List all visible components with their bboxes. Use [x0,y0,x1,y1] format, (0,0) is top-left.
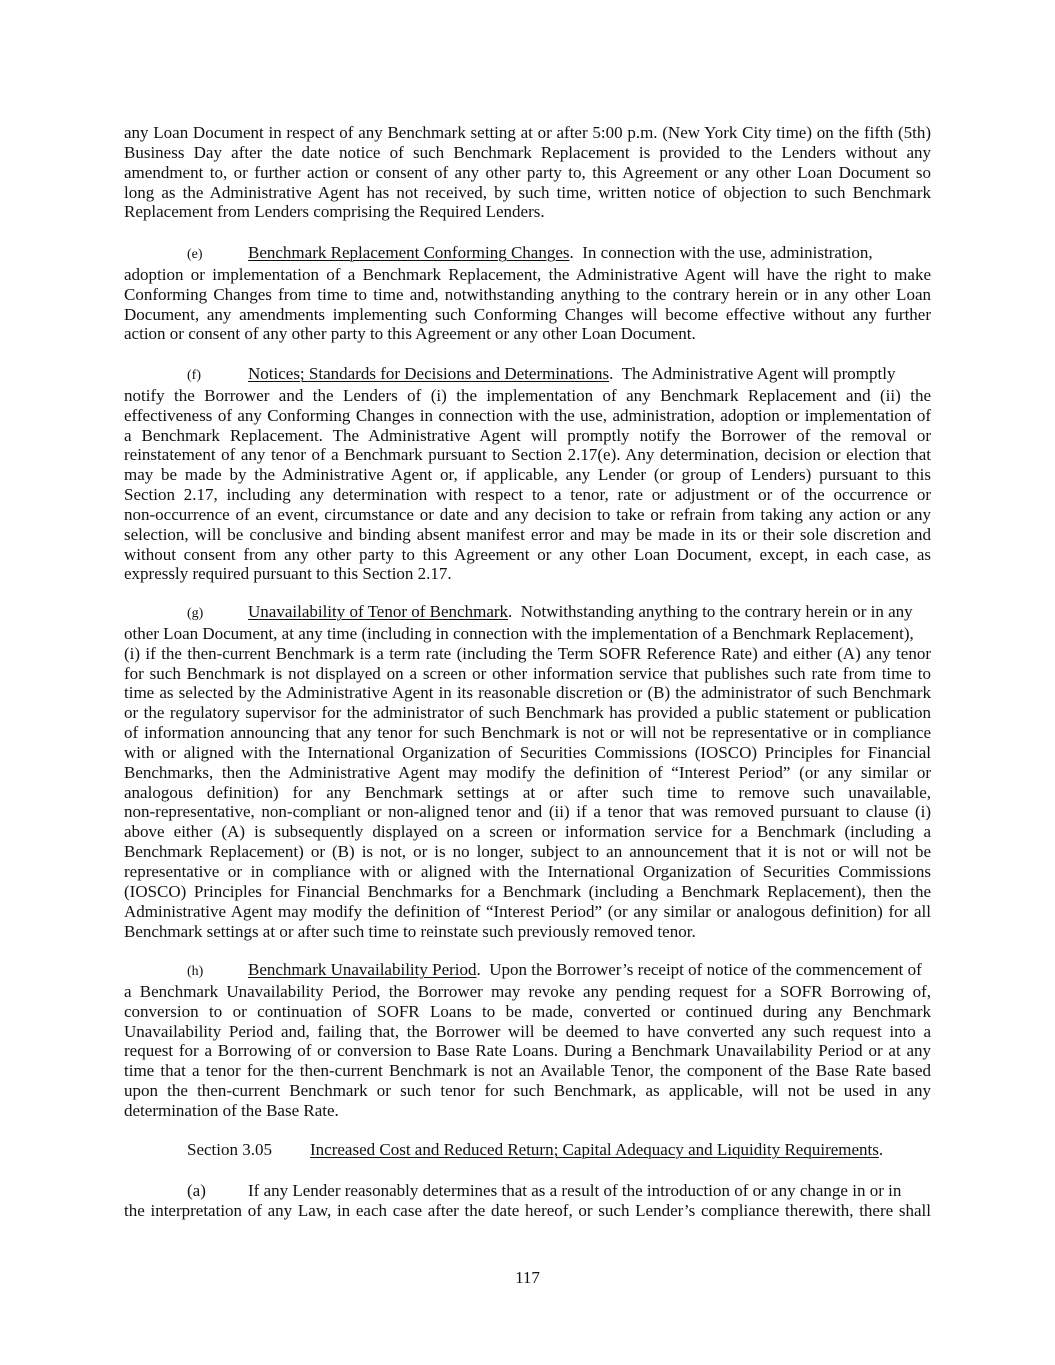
clause-f-first-line-text: . The Administrative Agent will promptly [609,364,896,383]
clause-h-line: a Benchmark Unavailability Period, the Borrower may revoke any pending request for a SOFR Borrowing of, [124,981,931,1001]
clause-g-line: (i) if the then-current Benchmark is a term rate (including the Term SOFR Reference Rate) and either (A) any tenor [124,643,931,663]
clause-h-first-line-text: . Upon the Borrower’s receipt of notice of the commencement of [476,960,922,979]
section-clause-a-first-line [124,1181,931,1201]
clause-g-line: Benchmarks, then the Administrative Agent may modify the definition of “Interest Period” (or any similar or [124,762,931,782]
section-title: Increased Cost and Reduced Return; Capital Adequacy and Liquidity Requirements [310,1140,879,1159]
clause-g-line: other Loan Document, at any time (including in connection with the implementation of a Benchmark Replacement), [124,623,914,643]
section-clause-a-paragraph [124,1181,931,1221]
clause-f-line: Section 2.17, including any determination with respect to a tenor, rate or adjustment or of the occurrence or [124,485,931,505]
clause-g-line: above either (A) is subsequently displayed on a screen or information service for a Benchmark (including a [124,822,931,842]
clause-g-line: representative or in compliance with or aligned with the International Organization of Securities Commissions [124,861,931,881]
clause-g-line: (IOSCO) Principles for Financial Benchmarks for a Benchmark (including a Benchmark Replacement), then the [124,881,931,901]
clause-f-paragraph [124,364,931,584]
clause-f-line: expressly required pursuant to this Section 2.17. [124,564,452,584]
clause-f-line: non-occurrence of an event, circumstance or date and any decision to take or refrain from taking any action or any [124,504,931,524]
clause-g-line: Benchmark Replacement) or (B) is not, or is no longer, subject to an announcement that it is not or will not be [124,842,931,862]
clause-g-line: analogous definition) for any Benchmark settings at or after such time to remove such unavailable, [124,782,931,802]
clause-h-first-line [124,960,931,982]
section-clause-a-first-line-text: If any Lender reasonably determines that as a result of the introduction of or any change in or in [248,1181,902,1200]
clause-g-line: or the regulatory supervisor for the administrator of such Benchmark has provided a public statement or publication [124,703,931,723]
page-number: 117 [515,1268,540,1287]
clause-e-line: action or consent of any other party to this Agreement or any other Loan Document. [124,324,696,344]
clause-f-first-line [124,364,931,386]
clause-g-line: time as selected by the Administrative Agent in its reasonable discretion or (B) the administrator of such Benchmark [124,683,931,703]
continuation-line: long as the Administrative Agent has not received, by such time, written notice of objection to such Benchmark [124,182,931,202]
clause-e-first-line [124,243,931,265]
clause-g-line: Benchmark settings at or after such time to reinstate such previously removed tenor. [124,921,696,941]
clause-f-line: a Benchmark Replacement. The Administrative Agent will promptly notify the Borrower of the removal or [124,425,931,445]
clause-e-paragraph [124,243,931,344]
clause-g-line: for such Benchmark is not displayed on a screen or other information service that publishes such rate from time to [124,663,931,683]
clause-g-line: non-representative, non-compliant or non-aligned tenor and (ii) if a tenor that was removed pursuant to clause (i) [124,802,931,822]
continuation-paragraph [124,123,931,222]
continuation-line: Business Day after the date notice of such Benchmark Replacement is provided to the Lenders without any [124,142,931,162]
clause-h-line: time that a tenor for the then-current Benchmark is not an Available Tenor, the component of the Base Rate based [124,1061,931,1081]
section-title-end: . [878,1140,884,1159]
clause-e-label: (e) [187,247,203,262]
clause-e-first-line-text: . In connection with the use, administration, [569,243,873,262]
clause-g-line: of information announcing that any tenor for such Benchmark is not or will not be representative or in compliance [124,723,931,743]
clause-e-line: adoption or implementation of a Benchmark Replacement, the Administrative Agent will have the right to make [124,264,931,284]
clause-h-line: request for a Borrowing of or conversion to Base Rate Loans. During a Benchmark Unavailability Period or at any [124,1041,931,1061]
clause-f-label: (f) [187,368,201,383]
clause-g-heading: Unavailability of Tenor of Benchmark [248,602,509,621]
clause-h-line: conversion to or continuation of SOFR Loans to be made, converted or continued during any Benchmark [124,1001,931,1021]
clause-h-line: upon the then-current Benchmark or such tenor for such Benchmark, as applicable, will not be used in any [124,1081,931,1101]
clause-h-paragraph [124,960,931,1121]
clause-f-heading: Notices; Standards for Decisions and Determinations [248,364,610,383]
clause-g-paragraph [124,602,931,941]
clause-g-first-line-text: . Notwithstanding anything to the contrary herein or in any [508,602,913,621]
clause-g-label: (g) [187,606,204,621]
clause-h-label: (h) [187,964,204,979]
continuation-line: any Loan Document in respect of any Benchmark setting at or after 5:00 p.m. (New York City time) on the fifth (5th) [124,123,931,142]
clause-f-line: effectiveness of any Conforming Changes in connection with the use, administration, adoption or implementation of [124,405,931,425]
clause-f-line: without consent from any other party to this Agreement or any other Loan Document, except, in each case, as [124,544,931,564]
clause-f-line: notify the Borrower and the Lenders of (i) the implementation of any Benchmark Replacement and (ii) the [124,385,931,405]
clause-e-line: Document, any amendments implementing such Conforming Changes will become effective without any further [124,304,931,324]
clause-h-heading: Benchmark Unavailability Period [248,960,477,979]
clause-g-line: Administrative Agent may modify the definition of “Interest Period” (or any similar or analogous definition) for all [124,901,931,921]
clause-f-line: may be made by the Administrative Agent or, if applicable, any Lender (or group of Lenders) pursuant to this [124,465,931,485]
clause-f-line: selection, will be conclusive and binding absent manifest error and may be made in its or their sole discretion and [124,524,931,544]
section-clause-a-label: (a) [187,1181,206,1200]
clause-g-line: with or aligned with the International Organization of Securities Commissions (IOSCO) Principles for Financial [124,742,931,762]
section-heading [124,1140,931,1160]
clause-h-line: determination of the Base Rate. [124,1100,339,1120]
section-clause-a-line: the interpretation of any Law, in each case after the date hereof, or such Lender’s compliance therewith, there shall [124,1200,931,1220]
clause-f-line: reinstatement of any tenor of a Benchmark pursuant to Section 2.17(e). Any determination, decision or election that [124,445,931,465]
clause-h-line: Unavailability Period and, failing that, the Borrower will be deemed to have converted any such request into a [124,1021,931,1041]
continuation-line: Replacement from Lenders comprising the Required Lenders. [124,202,545,222]
section-heading-line [124,1140,931,1160]
clause-g-first-line [124,602,931,624]
clause-e-heading: Benchmark Replacement Conforming Changes [248,243,570,262]
section-number: Section 3.05 [187,1140,272,1159]
continuation-line: amendment to, or further action or consent of any other party to, this Agreement or any other Loan Document so [124,162,931,182]
clause-e-line: Conforming Changes from time to time and, notwithstanding anything to the contrary herein or in any other Loan [124,284,931,304]
